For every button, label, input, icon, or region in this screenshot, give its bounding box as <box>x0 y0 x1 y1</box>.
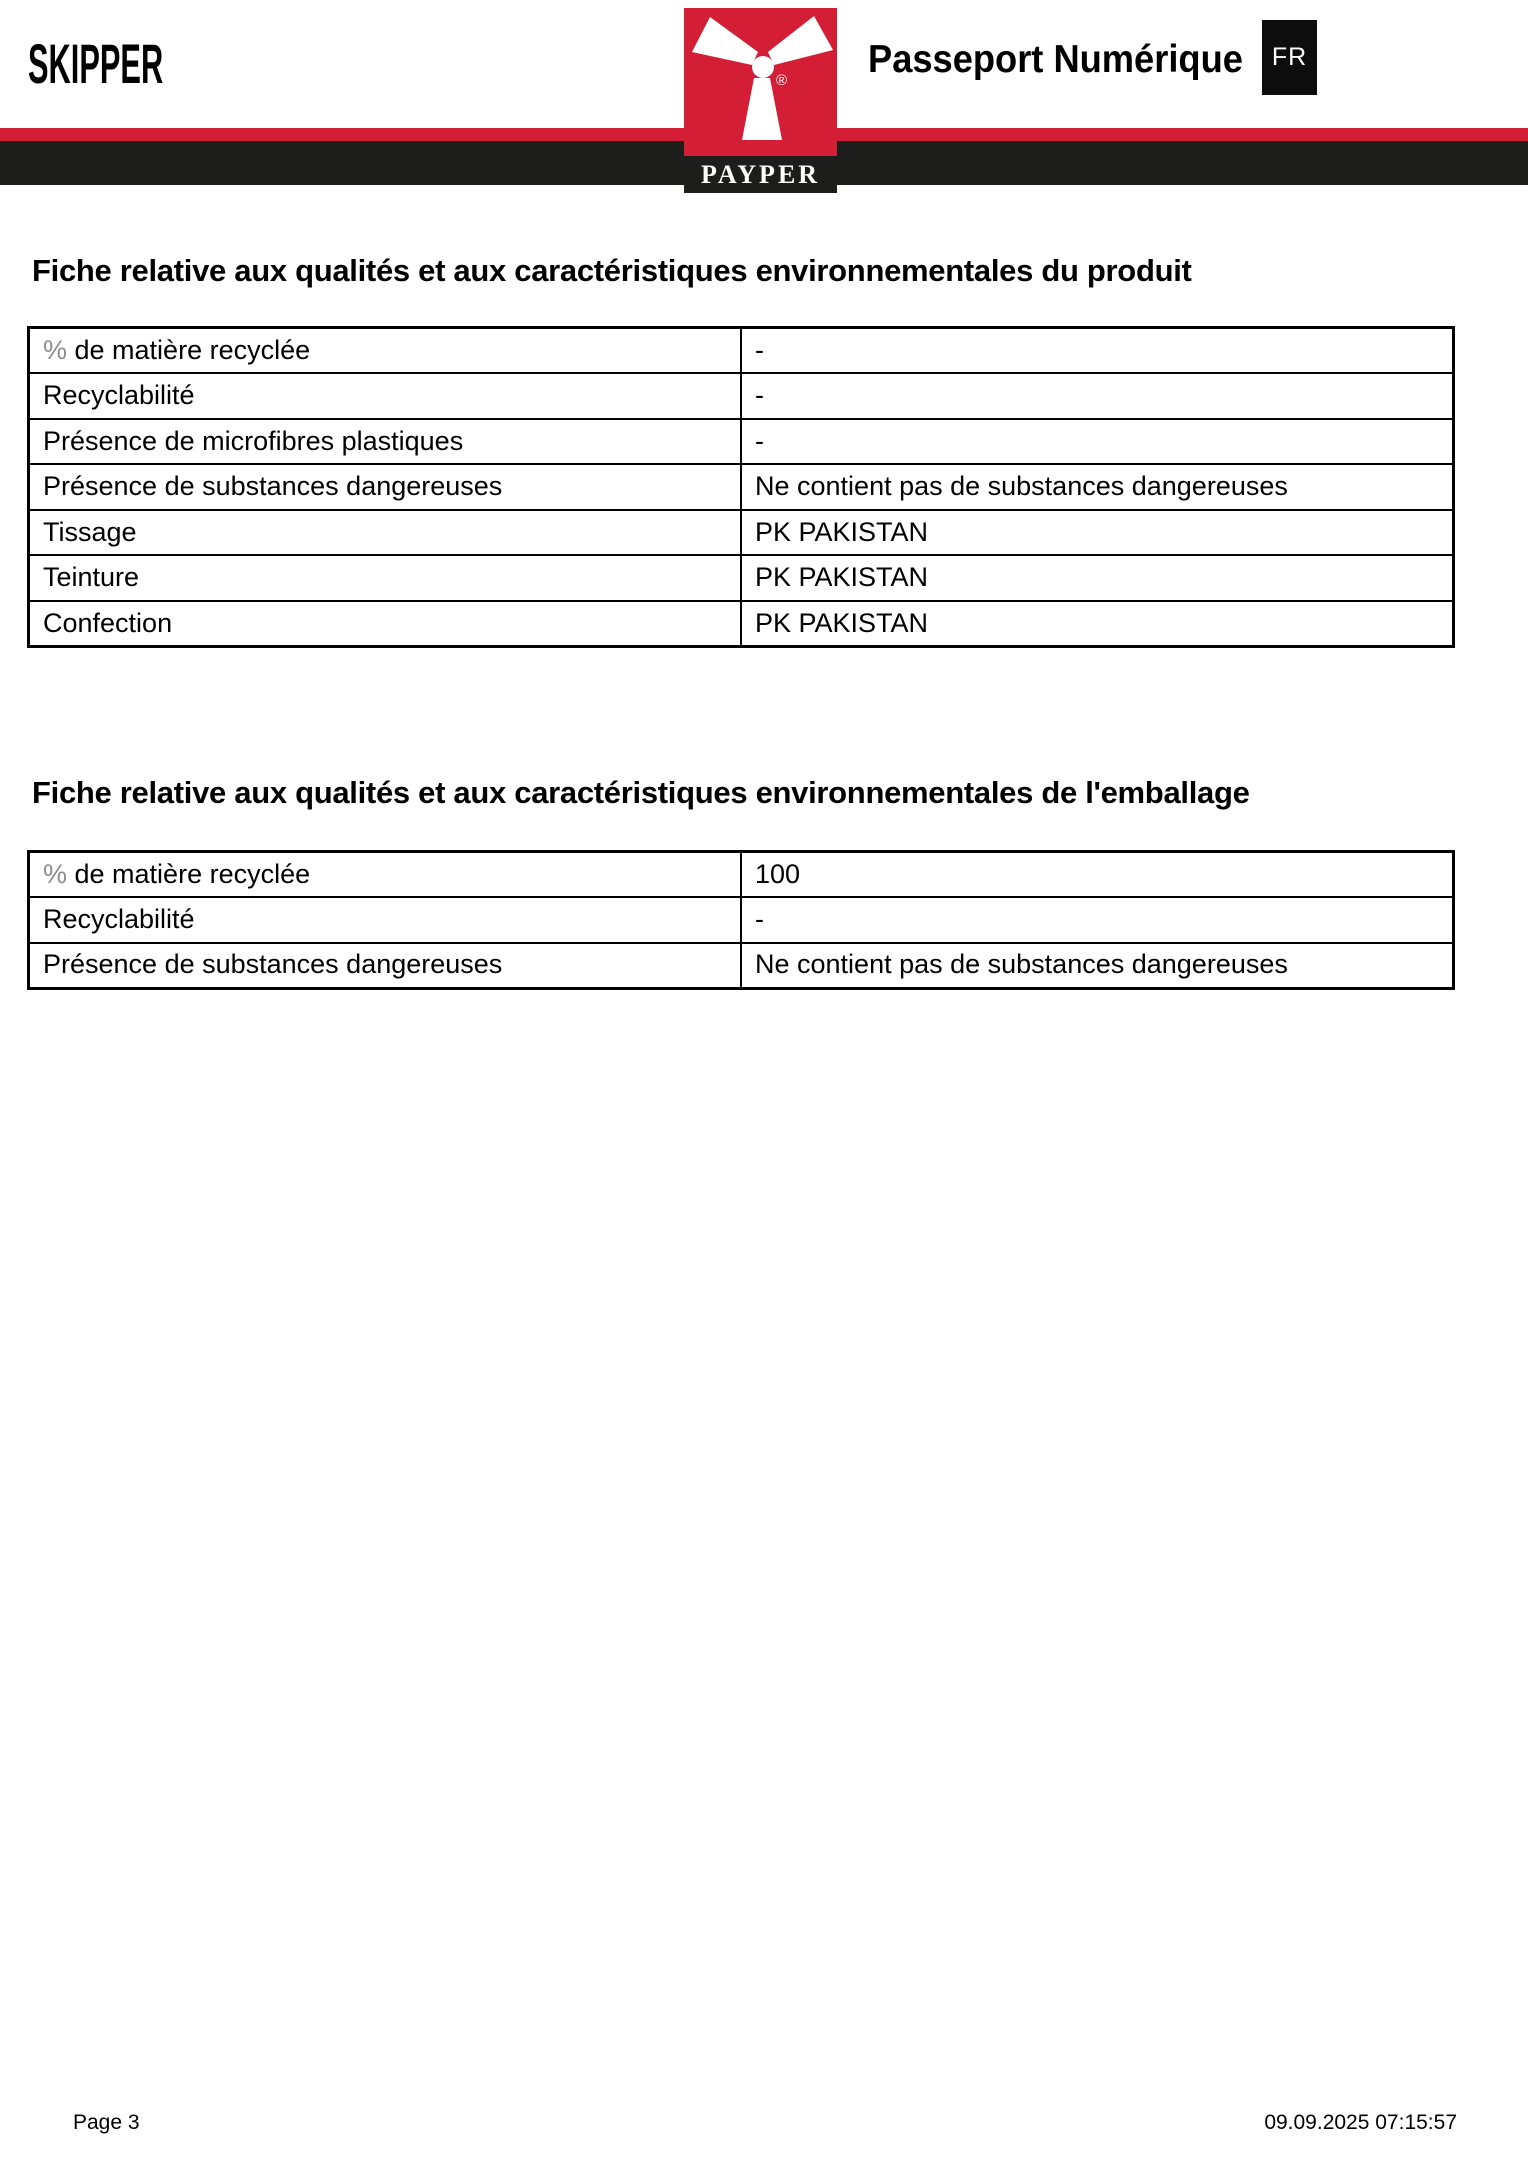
section-title-product: Fiche relative aux qualités et aux caractéristiques environnementales du produit <box>32 253 1192 288</box>
language-badge: FR <box>1262 20 1317 95</box>
row-value: - <box>741 897 1454 943</box>
row-label: % de matière recyclée <box>29 852 742 898</box>
row-label: Présence de microfibres plastiques <box>29 419 742 465</box>
page-title: Passeport Numérique <box>868 38 1243 81</box>
packaging-environment-table <box>27 850 1455 990</box>
row-label: Tissage <box>29 510 742 556</box>
payper-logo <box>684 8 837 193</box>
row-value: PK PAKISTAN <box>741 601 1454 647</box>
row-value: Ne contient pas de substances dangereuses <box>741 464 1454 510</box>
payper-wordmark: PAYPER <box>684 156 837 193</box>
table-row <box>29 601 1454 647</box>
row-value: PK PAKISTAN <box>741 555 1454 601</box>
row-label: Teinture <box>29 555 742 601</box>
table-row <box>29 328 1454 374</box>
row-value: 100 <box>741 852 1454 898</box>
row-label: Recyclabilité <box>29 897 742 943</box>
page-number: Page 3 <box>73 2111 140 2134</box>
row-label: Recyclabilité <box>29 373 742 419</box>
payper-pinwheel-icon <box>684 8 837 156</box>
section-title-packaging: Fiche relative aux qualités et aux caractéristiques environnementales de l'emballage <box>32 775 1250 810</box>
product-environment-table <box>27 326 1455 648</box>
table-row <box>29 419 1454 465</box>
row-value: - <box>741 328 1454 374</box>
table-row <box>29 510 1454 556</box>
table-row <box>29 555 1454 601</box>
timestamp: 09.09.2025 07:15:57 <box>1264 2111 1457 2134</box>
svg-text:®: ® <box>776 72 788 89</box>
table-row <box>29 852 1454 898</box>
row-value: - <box>741 373 1454 419</box>
row-label: Présence de substances dangereuses <box>29 464 742 510</box>
percent-symbol: % <box>43 334 68 365</box>
row-label: Confection <box>29 601 742 647</box>
row-label: % de matière recyclée <box>29 328 742 374</box>
table-row <box>29 464 1454 510</box>
table-row <box>29 943 1454 989</box>
table-body <box>29 328 1454 647</box>
table-row <box>29 897 1454 943</box>
percent-symbol: % <box>43 858 68 889</box>
row-value: PK PAKISTAN <box>741 510 1454 556</box>
row-value: - <box>741 419 1454 465</box>
table-row <box>29 373 1454 419</box>
row-label: Présence de substances dangereuses <box>29 943 742 989</box>
table-body <box>29 852 1454 989</box>
brand-name: SKIPPER <box>28 32 164 95</box>
row-value: Ne contient pas de substances dangereuses <box>741 943 1454 989</box>
